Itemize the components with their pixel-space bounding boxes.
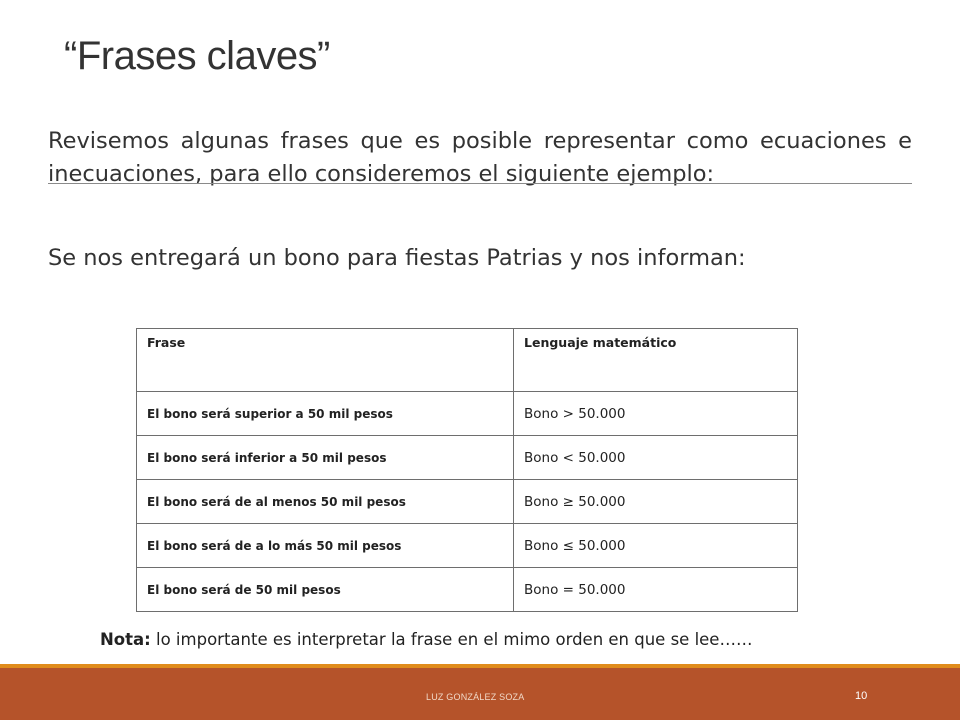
table-row: [137, 480, 798, 524]
table-row: [137, 436, 798, 480]
table-header-row: [137, 329, 798, 392]
slide-title: “Frases claves”: [64, 34, 330, 78]
bonus-statement: Se nos entregará un bono para fiestas Patrias y nos informan:: [48, 245, 746, 271]
math-cell: Bono ≥ 50.000: [514, 480, 798, 524]
math-cell: Bono < 50.000: [514, 436, 798, 480]
divider-line: [48, 183, 912, 184]
header-phrase: Frase: [137, 329, 514, 392]
note: [100, 630, 752, 649]
phrase-cell: El bono será inferior a 50 mil pesos: [137, 436, 514, 480]
math-cell: Bono > 50.000: [514, 392, 798, 436]
intro-paragraph: Revisemos algunas frases que es posible representar como ecuaciones e inecuaciones, para ello consideremos el siguiente ejemplo:: [48, 128, 912, 187]
phrase-cell: El bono será de a lo más 50 mil pesos: [137, 524, 514, 568]
note-text: lo importante es interpretar la frase en el mimo orden en que se lee……: [150, 630, 753, 649]
footer-author: LUZ GONZÁLEZ SOZA: [426, 692, 525, 702]
phrase-cell: El bono será de al menos 50 mil pesos: [137, 480, 514, 524]
phrase-cell: El bono será de 50 mil pesos: [137, 568, 514, 612]
note-label: Nota:: [100, 630, 151, 649]
table-row: [137, 524, 798, 568]
math-cell: Bono = 50.000: [514, 568, 798, 612]
phrase-cell: El bono será superior a 50 mil pesos: [137, 392, 514, 436]
math-cell: Bono ≤ 50.000: [514, 524, 798, 568]
table-row: [137, 568, 798, 612]
page-number: 10: [855, 690, 868, 702]
table-row: [137, 392, 798, 436]
phrases-table: [136, 328, 798, 612]
header-math-language: Lenguaje matemático: [514, 329, 798, 392]
